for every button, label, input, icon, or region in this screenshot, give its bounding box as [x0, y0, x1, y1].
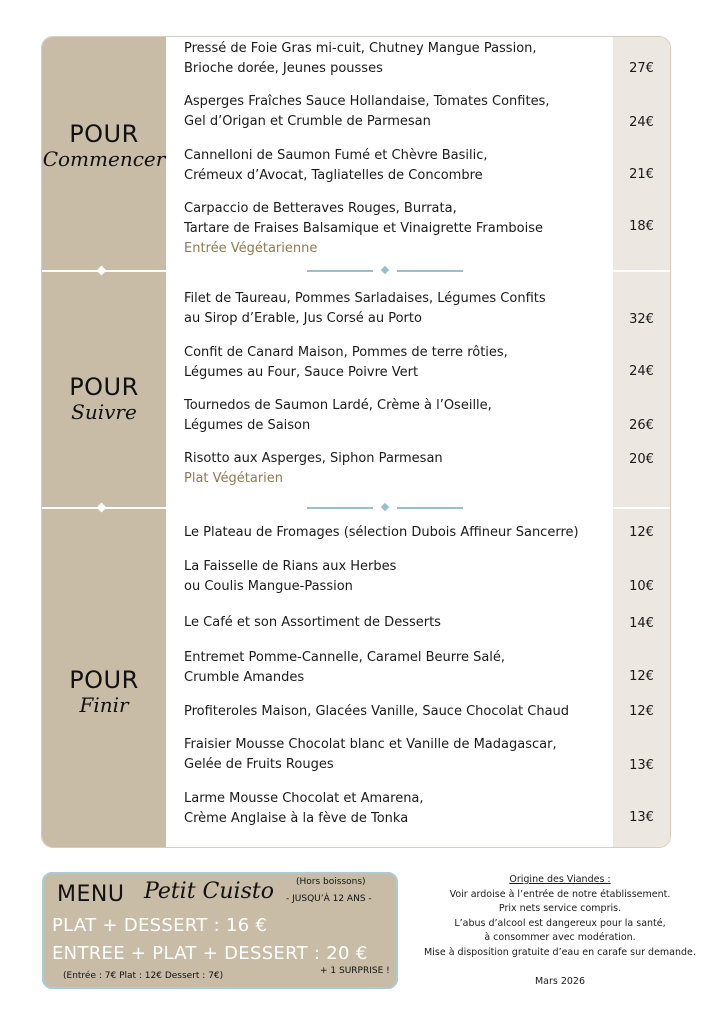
menu-card: [41, 36, 671, 848]
item-price: 14€: [629, 616, 654, 631]
dish-line: Gelée de Fruits Rouges: [184, 757, 334, 772]
item-price: 32€: [629, 312, 654, 327]
item-price: 18€: [629, 219, 654, 234]
info-line: L’abus d’alcool est dangereux pour la santé,: [454, 917, 666, 929]
kids-offer-1: PLAT + DESSERT : 16 €: [52, 915, 268, 936]
info-line: Voir ardoise à l’entrée de notre établissement.: [449, 888, 671, 900]
dish-line: Larme Mousse Chocolat et Amarena,: [184, 791, 424, 806]
dish-line: Cannelloni de Saumon Fumé et Chèvre Basilic,: [184, 148, 488, 163]
dish-line: Tartare de Fraises Balsamique et Vinaigrette Framboise: [184, 221, 543, 236]
dish-line: Profiteroles Maison, Glacées Vanille, Sauce Chocolat Chaud: [184, 704, 570, 719]
item-price: 27€: [629, 61, 654, 76]
separator-right: [613, 270, 670, 272]
menu-item: [184, 735, 614, 775]
item-price: 24€: [629, 115, 654, 130]
kids-menu-word: MENU: [57, 882, 125, 907]
dish-line: Crumble Amandes: [184, 670, 305, 685]
info-line: à consommer avec modération.: [484, 932, 636, 943]
separator-middle: [307, 507, 463, 509]
section-pour-label: POUR: [69, 120, 139, 148]
section-script-label: Suivre: [71, 400, 137, 424]
dish-line: Fraisier Mousse Chocolat blanc et Vanille de Madagascar,: [184, 737, 557, 752]
dish-line: Gel d’Origan et Crumble de Parmesan: [184, 114, 431, 129]
item-price: 20€: [629, 452, 654, 467]
info-block: [405, 873, 715, 960]
dish-line: Confit de Canard Maison, Pommes de terre rôties,: [184, 345, 508, 360]
menu-item: [184, 146, 614, 186]
section-script-label: Commencer: [42, 147, 166, 171]
section-title-suivre: [42, 374, 166, 424]
item-price: 12€: [629, 704, 654, 719]
diamond-icon: [381, 503, 389, 511]
kids-menu-age-limit: - JUSQU’À 12 ANS -: [286, 894, 372, 904]
kids-menu-box: [42, 872, 398, 989]
dish-line: Carpaccio de Betteraves Rouges, Burrata,: [184, 201, 457, 216]
dish-line: Crémeux d’Avocat, Tagliatelles de Concombre: [184, 168, 483, 183]
kids-offer-2: ENTREE + PLAT + DESSERT : 20 €: [52, 943, 368, 964]
dish-line: au Sirop d’Erable, Jus Corsé au Porto: [184, 311, 422, 326]
dish-line: Le Plateau de Fromages (sélection Dubois Affineur Sancerre): [184, 525, 579, 540]
menu-item: [184, 449, 614, 489]
dish-line: Crème Anglaise à la fève de Tonka: [184, 811, 409, 826]
separator-right: [613, 507, 670, 509]
dish-line: Asperges Fraîches Sauce Hollandaise, Tomates Confites,: [184, 94, 550, 109]
dish-line: Tournedos de Saumon Lardé, Crème à l’Oseille,: [184, 398, 492, 413]
dish-line: Pressé de Foie Gras mi-cuit, Chutney Mangue Passion,: [184, 41, 537, 56]
diamond-icon: [381, 266, 389, 274]
dish-line: Risotto aux Asperges, Siphon Parmesan: [184, 451, 443, 466]
dish-line: Entremet Pomme-Cannelle, Caramel Beurre Salé,: [184, 650, 506, 665]
section-title-commencer: [42, 121, 166, 171]
menu-item: [184, 557, 614, 597]
section-script-label: Finir: [79, 693, 129, 717]
item-price: 13€: [629, 810, 654, 825]
section-pour-label: POUR: [69, 666, 139, 694]
vegetarian-note: Plat Végétarien: [184, 471, 284, 486]
kids-menu-name: Petit Cuisto: [144, 879, 274, 904]
menu-item: [184, 396, 614, 436]
menu-item: [184, 613, 614, 633]
item-price: 10€: [629, 579, 654, 594]
dish-line: Filet de Taureau, Pommes Sarladaises, Légumes Confits: [184, 291, 546, 306]
kids-surprise: + 1 SURPRISE !: [320, 966, 390, 976]
kids-menu-drinks-note: (Hors boissons): [296, 877, 366, 887]
kids-individual-prices: (Entrée : 7€ Plat : 12€ Dessert : 7€): [63, 971, 224, 981]
info-line: Prix nets service compris.: [498, 903, 622, 914]
dish-line: Le Café et son Assortiment de Desserts: [184, 615, 441, 630]
menu-date: Mars 2026: [534, 976, 586, 987]
dish-line: La Faisselle de Rians aux Herbes: [184, 559, 397, 574]
info-line: Mise à disposition gratuite d’eau en carafe sur demande.: [424, 946, 696, 958]
menu-item: [184, 289, 614, 329]
dish-line: Légumes de Saison: [184, 418, 311, 433]
item-price: 12€: [629, 669, 654, 684]
dish-line: ou Coulis Mangue-Passion: [184, 579, 353, 594]
separator-middle: [307, 270, 463, 272]
menu-item: [184, 523, 614, 543]
dish-line: Brioche dorée, Jeunes pousses: [184, 61, 383, 76]
item-price: 24€: [629, 364, 654, 379]
menu-item: [184, 92, 614, 132]
dish-line: Légumes au Four, Sauce Poivre Vert: [184, 365, 419, 380]
menu-item: [184, 39, 614, 79]
menu-item: [184, 702, 614, 722]
menu-item: [184, 343, 614, 383]
menu-item: [184, 789, 614, 829]
item-price: 13€: [629, 758, 654, 773]
price-column: [613, 37, 670, 847]
menu-item: [184, 199, 614, 259]
item-price: 26€: [629, 418, 654, 433]
item-price: 21€: [629, 167, 654, 182]
info-heading: Origine des Viandes :: [509, 874, 611, 885]
item-price: 12€: [629, 525, 654, 540]
menu-item: [184, 648, 614, 688]
section-title-finir: [42, 667, 166, 717]
section-pour-label: POUR: [69, 373, 139, 401]
vegetarian-note: Entrée Végétarienne: [184, 241, 318, 256]
